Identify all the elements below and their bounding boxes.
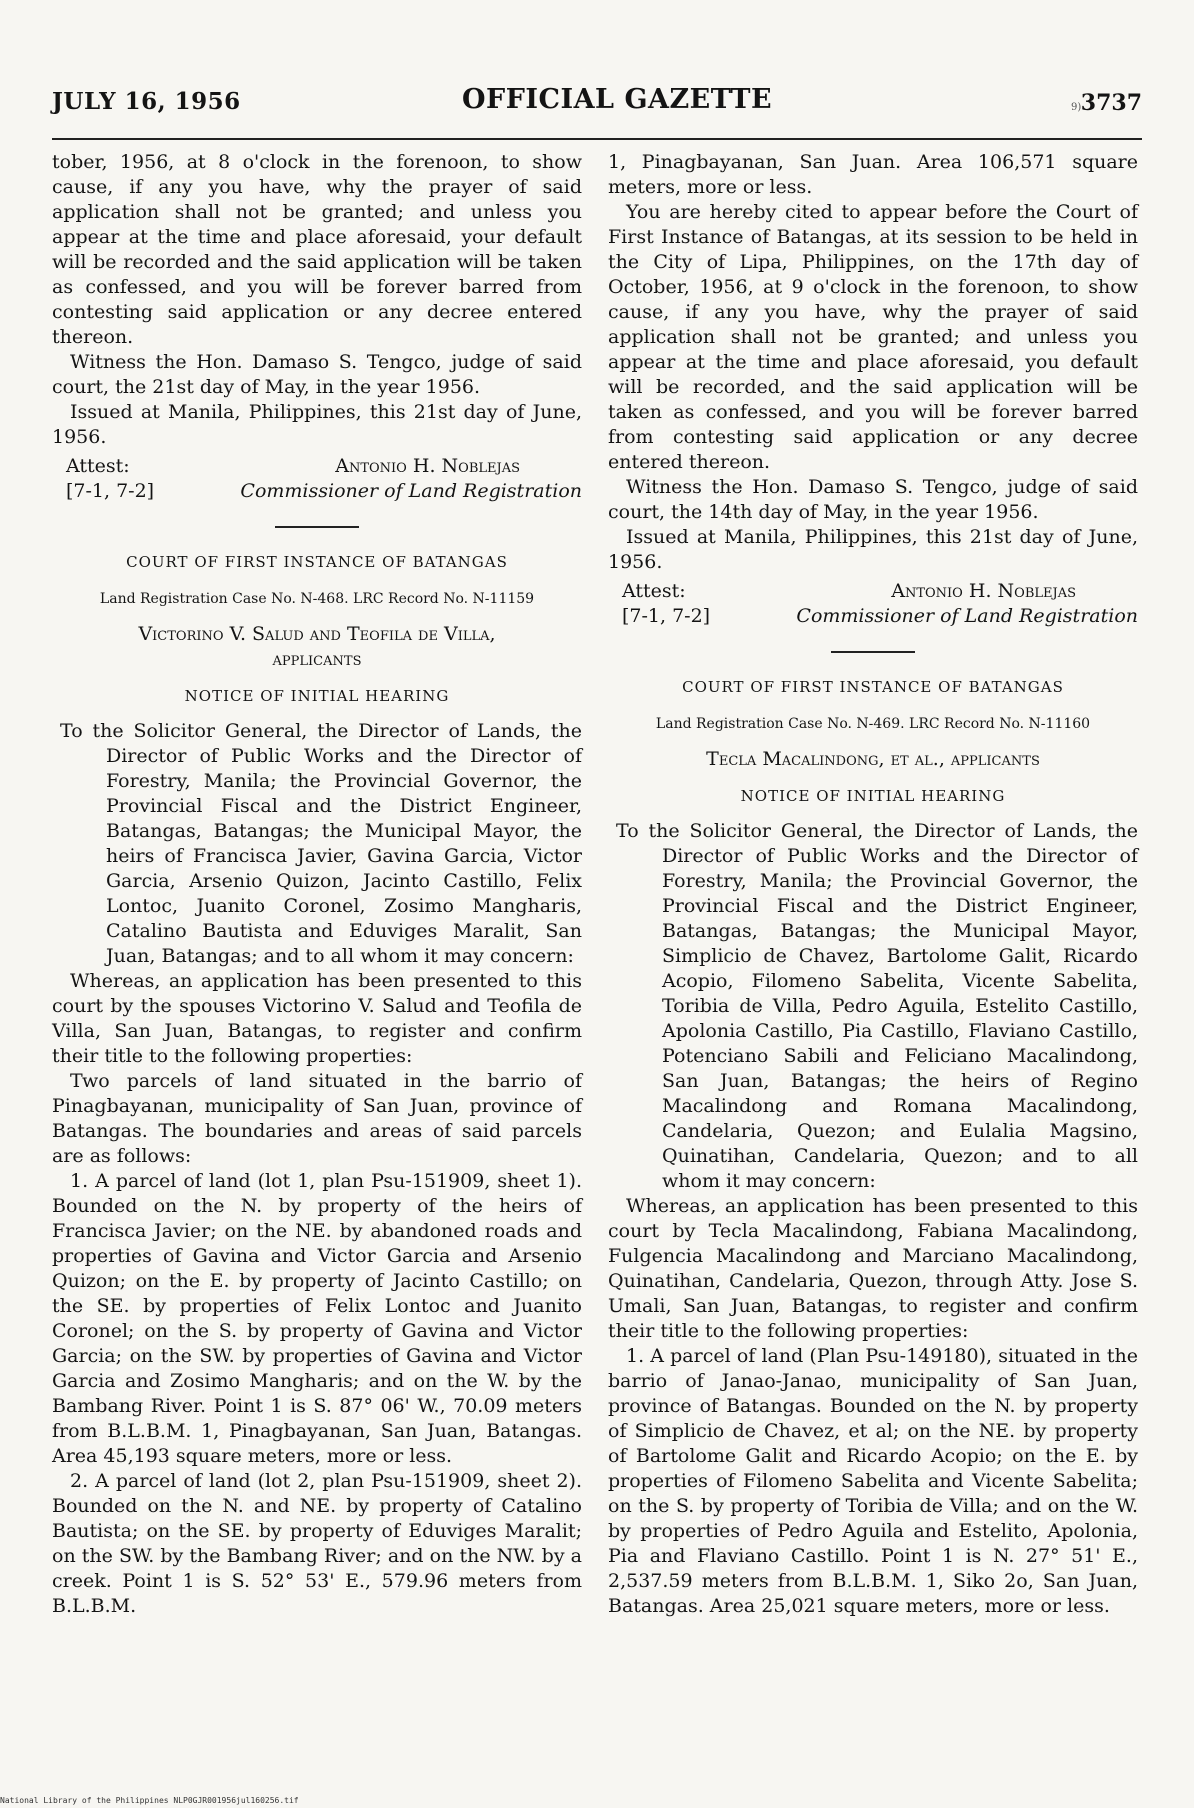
scan-source-footer: National Library of the Philippines NLP0GJR001956jul160256.tif	[0, 1796, 299, 1805]
applicants-heading	[52, 622, 582, 672]
continued-paragraph: tober, 1956, at 8 o'clock in the forenoon, to show cause, if any you have, why the prayer of said application shall not be granted; and unless you appear at the time and place aforesaid, your default will be recorded and the said application will be taken as confessed, and you will be forever barred from contesting said application or any decree entered thereon.	[52, 151, 582, 348]
attest-label: Attest:	[66, 455, 130, 477]
applicants-heading: Tecla Macalindong, et al., applicants	[706, 748, 1040, 770]
attest-title: Commissioner of Land Registration	[796, 605, 1138, 627]
attest-line	[608, 579, 1138, 604]
court-heading: COURT OF FIRST INSTANCE OF BATANGAS	[682, 678, 1064, 696]
parcel-1: 1. A parcel of land (lot 1, plan Psu-151909, sheet 1). Bounded on the N. by property of the heirs of Francisca Javier; on the NE. by abandoned roads and properties of Gavina and Victor Garcia and Arsenio Quizon; on the E. by property of Jacinto Castillo; on the SE. by properties of Felix Lontoc and Juanito Coronel; on the S. by property of Gavina and Victor Garcia; on the SW. by properties of Gavina and Victor Garcia and Zosimo Mangharis; and on the W. by the Bambang River. Point 1 is S. 87° 06' W., 70.09 meters from B.L.B.M. 1, Pinagbayanan, San Juan, Batangas. Area 45,193 square meters, more or less.	[52, 1170, 582, 1467]
parcels-intro: Two parcels of land situated in the barrio of Pinagbayanan, municipality of San Juan, province of Batangas. The boundaries and areas of said parcels are as follows:	[52, 1070, 582, 1167]
attest-name: Antonio H. Noblejas	[335, 455, 520, 477]
issue-reference: [7-1, 7-2]	[66, 480, 155, 502]
addressees-paragraph: To the Solicitor General, the Director of Lands, the Director of Public Works and the Director of Forestry, Manila; the Provincial Governor, the Provincial Fiscal and the District Engineer, Batangas, Batangas; the Municipal Mayor, Simplicio de Chavez, Bartolome Galit, Ricardo Acopio, Filomeno Sabelita, Vicente Sabelita, Toribia de Villa, Pedro Aguila, Estelito Castillo, Apolonia Castillo, Pia Castillo, Flaviano Castillo, Potenciano Sabili and Feliciano Macalindong, San Juan, Batangas; the heirs of Regino Macalindong and Romana Macalindong, Candelaria, Quezon; and Eulalia Magsino, Quinatihan, Candelaria, Quezon; and to all whom it may concern:	[616, 820, 1138, 1192]
citation-paragraph: You are hereby cited to appear before the Court of First Instance of Batangas, at its session to be held in the City of Lipa, Philippines, on the 17th day of October, 1956, at 9 o'clock in the forenoon, to show cause, if any you have, why the prayer of said application shall not be granted; and unless you appear at the time and place aforesaid, you default will be recorded, and the said application will be taken as confessed, and you will be forever barred from contesting said application or any decree entered thereon.	[608, 201, 1138, 473]
attest-title: Commissioner of Land Registration	[240, 480, 582, 502]
attest-label: Attest:	[622, 580, 686, 602]
section-divider	[831, 651, 915, 653]
notice-title: NOTICE OF INITIAL HEARING	[740, 787, 1006, 805]
left-column	[52, 150, 582, 1619]
issue-reference: [7-1, 7-2]	[622, 605, 711, 627]
header-rule	[52, 138, 1142, 140]
applicants-names: Victorino V. Salud and Teofila de Villa,	[138, 623, 496, 645]
publication-title: OFFICIAL GAZETTE	[462, 84, 773, 115]
page-number: 3737	[1080, 90, 1142, 116]
right-column	[608, 150, 1138, 1619]
addressees-paragraph: To the Solicitor General, the Director of Lands, the Director of Public Works and the Director of Forestry, Manila; the Provincial Governor, the Provincial Fiscal and the District Engineer, Batangas, Batangas; the Municipal Mayor, the heirs of Francisca Javier, Gavina Garcia, Victor Garcia, Arsenio Quizon, Jacinto Castillo, Felix Lontoc, Juanito Coronel, Zosimo Mangharis, Catalino Bautista and Eduviges Maralit, San Juan, Batangas; and to all whom it may concern:	[60, 720, 582, 967]
court-heading: COURT OF FIRST INSTANCE OF BATANGAS	[126, 553, 508, 571]
attest-title-line	[52, 479, 582, 504]
section-divider	[275, 526, 359, 528]
witness-paragraph: Witness the Hon. Damaso S. Tengco, judge of said court, the 14th day of May, in the year 1956.	[608, 476, 1138, 523]
attest-title-line	[608, 604, 1138, 629]
issue-date: JULY 16, 1956	[52, 88, 241, 115]
parcel-1: 1. A parcel of land (Plan Psu-149180), situated in the barrio of Janao-Janao, municipality of San Juan, province of Batangas. Bounded on the N. by property of Simplicio de Chavez, et al; on the NE. by property of Bartolome Galit and Ricardo Acopio; on the E. by properties of Filomeno Sabelita and Vicente Sabelita; on the S. by property of Toribia de Villa; and on the W. by properties of Pedro Aguila and Estelito, Apolonia, Pia and Flaviano Castillo. Point 1 is N. 27° 51' E., 2,537.59 meters from B.L.B.M. 1, Siko 2o, San Juan, Batangas. Area 25,021 square meters, more or less.	[608, 1345, 1138, 1617]
case-number: Land Registration Case No. N-469. LRC Record No. N-11160	[655, 716, 1091, 732]
applicants-suffix: applicants	[272, 648, 362, 670]
continued-paragraph: 1, Pinagbayanan, San Juan. Area 106,571 square meters, more or less.	[608, 151, 1138, 198]
case-number: Land Registration Case No. N-468. LRC Record No. N-11159	[99, 591, 535, 607]
whereas-paragraph: Whereas, an application has been presented to this court by Tecla Macalindong, Fabiana Macalindong, Fulgencia Macalindong and Marciano Macalindong, Quinatihan, Candelaria, Quezon, through Atty. Jose S. Umali, San Juan, Batangas, to register and confirm their title to the following properties:	[608, 1195, 1138, 1342]
parcel-2: 2. A parcel of land (lot 2, plan Psu-151909, sheet 2). Bounded on the N. and NE. by property of Catalino Bautista; on the SE. by property of Eduviges Maralit; on the SW. by the Bambang River; and on the NW. by a creek. Point 1 is S. 52° 53' E., 579.96 meters from B.L.B.M.	[52, 1470, 582, 1617]
issued-paragraph: Issued at Manila, Philippines, this 21st day of June, 1956.	[608, 526, 1138, 573]
attest-line	[52, 454, 582, 479]
margin-mark: 9)	[1071, 102, 1082, 113]
page-header	[52, 84, 1142, 128]
notice-title: NOTICE OF INITIAL HEARING	[184, 687, 450, 705]
whereas-paragraph: Whereas, an application has been presented to this court by the spouses Victorino V. Salud and Teofila de Villa, San Juan, Batangas, to register and confirm their title to the following properties:	[52, 970, 582, 1067]
witness-paragraph: Witness the Hon. Damaso S. Tengco, judge of said court, the 21st day of May, in the year 1956.	[52, 351, 582, 398]
attest-name: Antonio H. Noblejas	[891, 580, 1076, 602]
issued-paragraph: Issued at Manila, Philippines, this 21st day of June, 1956.	[52, 401, 582, 448]
